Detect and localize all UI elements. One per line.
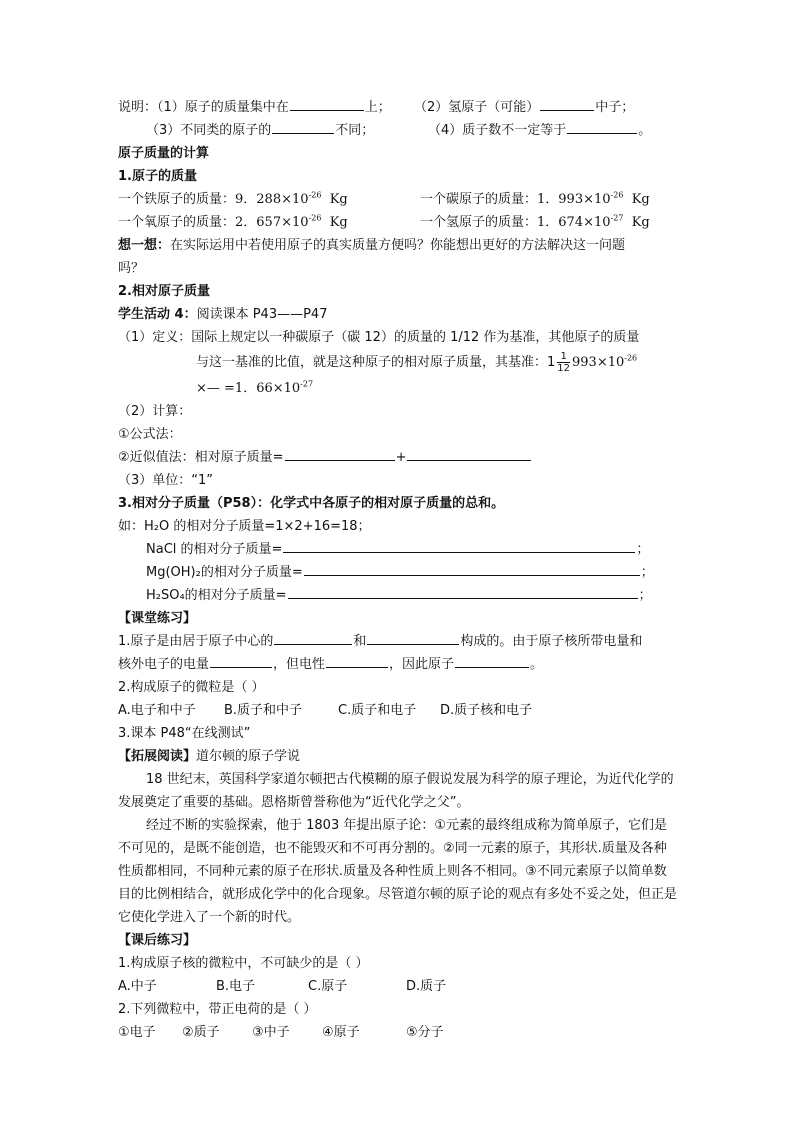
homework-q2: 2.下列微粒中，带正电荷的是（ ） xyxy=(118,1002,317,1017)
classwork-q1-line2: 核外电子的电量 ，但电性 ，因此原子 。 xyxy=(118,653,678,676)
note-2-suffix: 中子； xyxy=(595,100,635,115)
activity-text: 阅读课本 P43——P47 xyxy=(196,307,328,322)
note-3-prefix: （3）不同类的原子的 xyxy=(146,123,272,138)
classwork-q2: 2.构成原子的微粒是（ ） xyxy=(118,680,265,695)
hw2-option-2[interactable]: ②质子 xyxy=(182,1025,220,1040)
approx-blank-2[interactable] xyxy=(407,446,531,461)
note-1-blank[interactable] xyxy=(290,96,364,111)
classwork-q2-options xyxy=(118,699,678,722)
student-activity xyxy=(118,303,678,326)
hw1-option-d[interactable]: D.质子 xyxy=(406,979,447,994)
molecular-example: 如：H₂O 的相对分子质量=1×2+16=18； xyxy=(118,519,371,534)
section-molecular-heading: 3.相对分子质量（P58）：化学式中各原子的相对原子质量的总和。 xyxy=(118,496,505,511)
option-d[interactable]: D.质子核和电子 xyxy=(440,703,533,718)
definition-line-3: ×— =1．$66\times 10^{-27}$ xyxy=(196,379,314,396)
activity-label: 学生活动 4： xyxy=(118,307,197,322)
note-2-blank[interactable] xyxy=(540,96,594,111)
approx-method xyxy=(118,446,678,469)
h2so4-blank[interactable] xyxy=(288,584,638,599)
approx-blank-1[interactable] xyxy=(285,446,395,461)
reading-paragraph-2: 经过不断的实验探索，他于 1803 年提出原子论：①元素的最终组成称为简单原子，它们是不可见的，是既不能创造，也不能毁灭和不可再分割的。②同一元素的原子，其形状.质量及各种性质都相同，不同种元素的原子在形状.质量及各种性质上则各不相同。③不同元素原子以简单数目的比例相结合，就形成化学中的化合现象。尽管道尔顿的原子论的观点有多处不妥之处，但正是它使化学进入了一个新的时代。 xyxy=(118,818,678,925)
molecular-item-nacl: NaCl 的相对分子质量= ； xyxy=(118,538,678,561)
classwork-q1-line1: 1.原子是由居于原子中心的 和 构成的。由于原子核所带电量和 xyxy=(118,630,678,653)
note-1-prefix: （1）原子的质量集中在 xyxy=(157,100,289,115)
hw1-option-a[interactable]: A.中子 xyxy=(118,979,157,994)
formula-method: ①公式法： xyxy=(118,427,182,442)
reading-paragraph-1: 18 世纪末，英国科学家道尔顿把古代模糊的原子假说发展为科学的原子理论，为近代化学的发展奠定了重要的基础。恩格斯曾誉称他为“近代化学之父”。 xyxy=(118,772,674,810)
hw2-option-5[interactable]: ⑤分子 xyxy=(406,1025,444,1040)
approx-plus: + xyxy=(395,450,407,465)
section-relative-heading: 2.相对原子质量 xyxy=(118,284,210,299)
hydrogen-mass: 一个氢原子的质量：1．$674\times 10^{-27}$ Kg xyxy=(420,213,650,230)
note-3-blank[interactable] xyxy=(272,119,334,134)
note-2-prefix: （2）氢原子（可能） xyxy=(414,100,540,115)
homework-heading: 【课后练习】 xyxy=(118,933,197,948)
q1-blank-2[interactable] xyxy=(367,630,459,645)
carbon-mass-ref: $993\times 10^{-26}$ xyxy=(572,353,638,370)
notes-line-2 xyxy=(118,119,678,142)
worksheet-page xyxy=(118,96,678,1044)
nacl-blank[interactable] xyxy=(283,538,635,553)
note-1-suffix: 上； xyxy=(364,100,391,115)
definition-line-2 xyxy=(118,349,678,377)
hw2-option-1[interactable]: ①电子 xyxy=(118,1025,156,1040)
reading-heading: 【拓展阅读】 xyxy=(118,749,197,764)
homework-q1: 1.构成原子核的微粒中，不可缺少的是（ ） xyxy=(118,956,369,971)
q1-blank-4[interactable] xyxy=(326,653,388,668)
homework-q1-options xyxy=(118,975,678,998)
q1-blank-1[interactable] xyxy=(274,630,352,645)
note-4-prefix: （4）质子数不一定等于 xyxy=(428,123,567,138)
think-question xyxy=(118,234,678,257)
reading-heading-line xyxy=(118,745,678,768)
notes-lead: 说明： xyxy=(118,100,158,115)
oxygen-mass: 一个氧原子的质量：2．$657\times 10^{-26}$ Kg xyxy=(118,213,348,230)
option-c[interactable]: C.质子和电子 xyxy=(338,703,417,718)
mgoh2-blank[interactable] xyxy=(304,561,640,576)
think-text: 在实际运用中若使用原子的真实质量方便吗？你能想出更好的方法解决这一问题 xyxy=(170,238,626,253)
atom-mass-subheading: 1.原子的质量 xyxy=(118,169,197,184)
hw2-option-4[interactable]: ④原子 xyxy=(322,1025,360,1040)
iron-mass: 一个铁原子的质量：9．$288\times 10^{-26}$ Kg xyxy=(118,190,348,207)
calc-label: （2）计算： xyxy=(118,404,192,419)
hw1-option-b[interactable]: B.电子 xyxy=(216,979,256,994)
approx-prefix: ②近似值法：相对原子质量= xyxy=(118,450,284,465)
mass-row-1 xyxy=(118,188,678,211)
hw2-option-3[interactable]: ③中子 xyxy=(252,1025,290,1040)
hw1-option-c[interactable]: C.原子 xyxy=(308,979,348,994)
definition-label: （1）定义： xyxy=(118,330,192,345)
section-calc-heading: 原子质量的计算 xyxy=(118,146,210,161)
q1-blank-3[interactable] xyxy=(210,653,272,668)
homework-q2-options xyxy=(118,1021,678,1044)
unit-line: （3）单位：“1” xyxy=(118,473,214,488)
reading-title: 道尔顿的原子学说 xyxy=(196,749,301,764)
definition-line-1 xyxy=(118,326,678,349)
classwork-heading: 【课堂练习】 xyxy=(118,611,197,626)
mass-row-2 xyxy=(118,211,678,234)
carbon-mass: 一个碳原子的质量：1．$993\times 10^{-26}$ Kg xyxy=(420,190,650,207)
option-a[interactable]: A.电子和中子 xyxy=(118,703,196,718)
think-label: 想一想： xyxy=(118,238,171,253)
notes-line-1 xyxy=(118,96,678,119)
think-question-cont: 吗？ xyxy=(118,261,145,276)
classwork-q3: 3.课本 P48“在线测试” xyxy=(118,726,251,741)
molecular-item-h2so4: H₂SO₄的相对分子质量= ； xyxy=(118,584,678,607)
note-4-blank[interactable] xyxy=(567,119,637,134)
one-twelfth-fraction: $\frac{1}{12}$ xyxy=(557,351,571,374)
note-4-suffix: 。 xyxy=(638,123,652,138)
q1-blank-5[interactable] xyxy=(455,653,529,668)
note-3-suffix: 不同； xyxy=(335,123,375,138)
definition-text-1: 国际上规定以一种碳原子（碳 12）的质量的 1/12 作为基准，其他原子的质量 xyxy=(191,330,640,345)
molecular-item-mgoh2: Mg(OH)₂的相对分子质量= ； xyxy=(118,561,678,584)
option-b[interactable]: B.质子和中子 xyxy=(224,703,303,718)
definition-text-2: 与这一基准的比值，就是这种原子的相对原子质量，其基准：1 xyxy=(196,355,556,370)
